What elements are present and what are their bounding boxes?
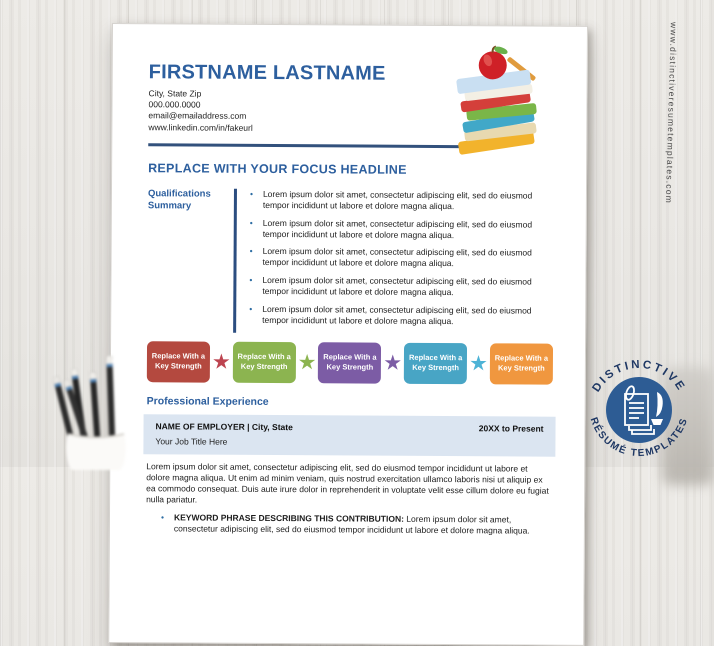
qualifications-section	[147, 188, 554, 334]
star-icon: ★	[469, 351, 488, 375]
list-item: • Lorem ipsum dolor sit amet, consectetur adipiscing elit, sed do eiusmod tempor incididunt ut labore et dolore magna aliqua.	[249, 217, 533, 240]
strength-box: Replace With a Key Strength	[233, 341, 296, 382]
bullet-icon: •	[249, 246, 253, 257]
keyword-bullet	[161, 512, 552, 536]
header-divider	[148, 143, 472, 148]
list-item: • Lorem ipsum dolor sit amet, consectetur adipiscing elit, sed do eiusmod tempor incididunt ut labore et dolore magna aliqua.	[249, 303, 532, 326]
experience-summary: Lorem ipsum dolor sit amet, consectetur adipiscing elit, sed do eiusmod tempor incididunt ut labore et dolore magna aliqua. Ut enim ad minim veniam, quis nostrud exercitation ullamco laboris nisi ut aliquip ex ea commodo consequat. Duis aute irure dolor in reprehenderit in voluptate velit esse cillum dolore eu fugiat nulla pariatur.	[146, 460, 549, 505]
bullet-icon: •	[249, 217, 253, 228]
contact-address: City, State Zip	[148, 88, 202, 99]
list-item: • Lorem ipsum dolor sit amet, consectetur adipiscing elit, sed do eiusmod tempor incididunt ut labore et dolore magna aliqua.	[249, 246, 532, 269]
star-icon: ★	[211, 350, 231, 374]
section-divider-bar	[233, 189, 237, 333]
job-title: Your Job Title Here	[155, 435, 228, 447]
distinctive-resume-templates-logo	[577, 334, 701, 471]
keyword-text: Lorem ipsum dolor sit amet, consectetur adipiscing elit, sed do eiusmod tempor incididunt ut labore et dolore magna aliqua.	[173, 513, 530, 536]
key-strengths-row	[147, 341, 553, 384]
employer-name-location: NAME OF EMPLOYER | City, State	[155, 420, 293, 432]
contact-phone: 000.000.0000	[148, 99, 201, 110]
site-watermark: www.distinctiveresumetemplates.com	[663, 21, 679, 205]
contact-linkedin: www.linkedin.com/in/fakeurl	[148, 121, 253, 133]
pencil-cup-photo	[38, 352, 130, 475]
bullet-icon: •	[249, 188, 253, 199]
qualifications-bullet-list	[249, 189, 554, 335]
employer-header-box	[143, 414, 555, 457]
strength-box: Replace With a Key Strength	[318, 342, 381, 383]
bullet-icon: •	[249, 274, 253, 285]
bullet-icon: •	[249, 303, 253, 314]
logo-arc-bottom-text: RÉSUMÉ TEMPLATES	[587, 416, 691, 460]
experience-heading: Professional Experience	[146, 394, 269, 408]
candidate-name: FIRSTNAME LASTNAME	[148, 61, 386, 85]
strength-box: Replace With a Key Strength	[147, 341, 210, 382]
contact-email: email@emailaddress.com	[148, 110, 247, 122]
employment-dates: 20XX to Present	[478, 422, 544, 434]
resume-page	[108, 23, 588, 646]
keyword-label: KEYWORD PHRASE DESCRIBING THIS CONTRIBUTION:	[173, 512, 404, 524]
qualifications-label: Qualifications Summary	[147, 188, 211, 212]
strength-box: Replace With a Key Strength	[404, 342, 467, 383]
books-apple-icon	[448, 48, 549, 166]
strength-box: Replace With a Key Strength	[490, 343, 553, 384]
list-item: • Lorem ipsum dolor sit amet, consectetur adipiscing elit, sed do eiusmod tempor incididunt ut labore et dolore magna aliqua.	[249, 274, 532, 298]
focus-headline: REPLACE WITH YOUR FOCUS HEADLINE	[148, 161, 407, 177]
logo-arc-top-text: DISTINCTIVE	[590, 358, 688, 395]
bullet-icon: •	[160, 512, 164, 523]
star-icon: ★	[297, 350, 317, 374]
list-item: • Lorem ipsum dolor sit amet, consectetur adipiscing elit, sed do eiusmod tempor incididunt ut labore et dolore magna aliqua.	[249, 188, 533, 211]
star-icon: ★	[383, 351, 403, 375]
